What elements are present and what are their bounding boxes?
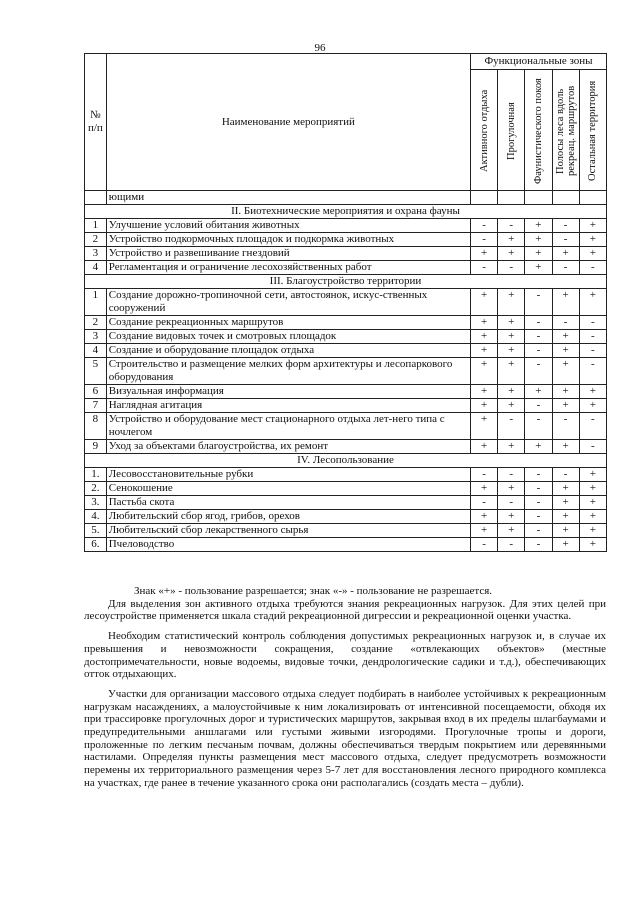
table-row — [85, 330, 607, 344]
zone-mark: + — [525, 247, 552, 261]
zone-mark: + — [552, 538, 579, 552]
measure-name: Сенокошение — [106, 482, 470, 496]
continuation-text: ющими — [106, 191, 470, 205]
paragraph: Для выделения зон активного отдыха требуются знания рекреационных нагрузок. Для этих целей при лесоустройстве применяется шкала стадий рекреационной дигрессии и рекреационной оценки участка. — [84, 597, 606, 623]
zone-mark: + — [579, 289, 606, 316]
row-number: 3. — [85, 496, 107, 510]
zone-mark: - — [498, 496, 525, 510]
zone-mark: - — [525, 289, 552, 316]
measure-name: Устройство подкормочных площадок и подкормка животных — [106, 233, 470, 247]
zone-mark: + — [552, 496, 579, 510]
zone-mark: + — [470, 524, 497, 538]
zone-mark: - — [470, 219, 497, 233]
zone-mark: + — [470, 482, 497, 496]
zone-mark: - — [470, 538, 497, 552]
zone-mark: + — [525, 233, 552, 247]
table-row — [85, 413, 607, 440]
table-row — [85, 524, 607, 538]
zone-mark: - — [525, 358, 552, 385]
zone-mark: + — [470, 510, 497, 524]
measure-name: Пчеловодство — [106, 538, 470, 552]
zone-mark: + — [552, 330, 579, 344]
table-row — [85, 261, 607, 275]
zone-mark: - — [579, 330, 606, 344]
zone-mark: + — [498, 289, 525, 316]
legend-note: Знак «+» - пользование разрешается; знак «-» - пользование не разрешается. — [134, 585, 493, 597]
row-number: 9 — [85, 440, 107, 454]
zone-mark: - — [579, 358, 606, 385]
zone-mark: + — [552, 247, 579, 261]
zone-mark: - — [498, 468, 525, 482]
zone-mark: - — [552, 261, 579, 275]
zone-mark: + — [470, 247, 497, 261]
row-number: 1. — [85, 468, 107, 482]
zone-mark: - — [498, 538, 525, 552]
table-row — [85, 219, 607, 233]
zone-mark: + — [470, 330, 497, 344]
zone-mark: - — [525, 344, 552, 358]
table-row — [85, 482, 607, 496]
table-row — [85, 247, 607, 261]
measure-name: Любительский сбор ягод, грибов, орехов — [106, 510, 470, 524]
zone-mark: + — [525, 440, 552, 454]
measure-name: Визуальная информация — [106, 385, 470, 399]
zone-mark: + — [552, 289, 579, 316]
zone-mark: - — [579, 413, 606, 440]
row-number: 5. — [85, 524, 107, 538]
row-number: 2 — [85, 233, 107, 247]
zone-mark: + — [498, 233, 525, 247]
measure-name: Пастьба скота — [106, 496, 470, 510]
table-row — [85, 440, 607, 454]
zone-mark: + — [579, 399, 606, 413]
zone-mark: - — [552, 413, 579, 440]
zone-mark: - — [525, 510, 552, 524]
row-number: 1 — [85, 219, 107, 233]
measure-name: Создание дорожно-тропиночной сети, автостоянок, искус-ственных сооружений — [106, 289, 470, 316]
zone-mark: - — [525, 468, 552, 482]
measure-name: Регламентация и ограничение лесохозяйственных работ — [106, 261, 470, 275]
zone-mark: - — [552, 219, 579, 233]
header-zone-active: Активного отдыха — [470, 70, 497, 191]
section-header-row — [85, 205, 607, 219]
zone-mark: - — [579, 344, 606, 358]
zone-mark: + — [579, 496, 606, 510]
zone-mark: + — [470, 440, 497, 454]
row-number: 6 — [85, 385, 107, 399]
zone-mark: + — [498, 247, 525, 261]
row-number: 3 — [85, 247, 107, 261]
zone-mark: + — [579, 482, 606, 496]
section-header-row — [85, 454, 607, 468]
zone-mark: - — [552, 468, 579, 482]
row-number: 6. — [85, 538, 107, 552]
zone-mark: - — [552, 233, 579, 247]
measure-name: Лесовосстановительные рубки — [106, 468, 470, 482]
row-number: 7 — [85, 399, 107, 413]
zone-mark: + — [579, 524, 606, 538]
zone-mark: - — [579, 316, 606, 330]
row-number: 4 — [85, 344, 107, 358]
zone-mark: + — [552, 482, 579, 496]
zone-mark: - — [470, 468, 497, 482]
zone-mark: - — [579, 261, 606, 275]
paragraph: Необходим статистический контроль соблюдения допустимых рекреационных нагрузок и, в случае их превышения и невозможности сокращения, создание «отвлекающих объектов» (местные достопримечательности, новые водоемы, видовые точки, дендрологические садики и т.д.), обеспечивающих отток отдыхающих. — [84, 630, 606, 681]
measure-name: Создание и оборудование площадок отдыха — [106, 344, 470, 358]
zone-mark: - — [525, 538, 552, 552]
zone-mark: + — [552, 440, 579, 454]
measure-name: Создание рекреационных маршрутов — [106, 316, 470, 330]
paragraph: Участки для организации массового отдыха следует подбирать в наиболее устойчивых к рекреационным нагрузкам насаждениях, а малоустойчивые к ним локализировать от интенсивной посещаемости, обходя их при трассировке прогулочных дорог и туристических маршрутов, закрывая вход в их пределы шлагбаумами и предупредительными аншлагами или густыми живыми изгородями. Прогулочные тропы и дороги, проложенные по легким песчаным почвам, должны обеспечиваться твердым покрытием или деревянными настилами. Определяя пункты размещения мест массового отдыха, следует предусмотреть возможности перемены их территориального размещения через 5-7 лет для восстановления лесного природного комплекса на участках, где ранее в течение указанного срока они располагались (создать места – дубли). — [84, 687, 606, 789]
row-number: 5 — [85, 358, 107, 385]
table-row — [85, 468, 607, 482]
zone-mark: + — [470, 344, 497, 358]
zone-mark: - — [579, 440, 606, 454]
zone-mark: + — [552, 399, 579, 413]
zone-mark: - — [498, 219, 525, 233]
table-row — [85, 399, 607, 413]
header-zones-group: Функциональные зоны — [470, 54, 606, 70]
table-row — [85, 496, 607, 510]
zone-mark: + — [470, 289, 497, 316]
zone-mark: + — [498, 510, 525, 524]
zone-mark: + — [498, 385, 525, 399]
section-title: IV. Лесопользование — [85, 454, 607, 468]
measure-name: Строительство и размещение мелких форм архитектуры и лесопаркового оборудования — [106, 358, 470, 385]
measure-name: Создание видовых точек и смотровых площадок — [106, 330, 470, 344]
measure-name: Наглядная агитация — [106, 399, 470, 413]
zone-mark: + — [552, 358, 579, 385]
zone-mark: - — [525, 413, 552, 440]
measure-name: Уход за объектами благоустройства, их ремонт — [106, 440, 470, 454]
section-title: III. Благоустройство территории — [85, 275, 607, 289]
measure-name: Любительский сбор лекарственного сырья — [106, 524, 470, 538]
zone-mark: + — [470, 385, 497, 399]
table-row — [85, 344, 607, 358]
zone-mark: + — [552, 510, 579, 524]
header-zone-route-strips: Полосы леса вдоль рекреац. маршрутов — [552, 70, 579, 191]
table-row — [85, 358, 607, 385]
table-row — [85, 385, 607, 399]
zone-mark: + — [525, 385, 552, 399]
zone-mark: - — [525, 524, 552, 538]
zone-mark: + — [470, 316, 497, 330]
zone-mark: + — [579, 538, 606, 552]
section-header-row — [85, 275, 607, 289]
section-title: II. Биотехнические мероприятия и охрана фауны — [85, 205, 607, 219]
table-row — [85, 233, 607, 247]
zone-mark: - — [525, 399, 552, 413]
zone-mark: - — [470, 233, 497, 247]
zone-mark: + — [498, 316, 525, 330]
zone-mark: + — [470, 399, 497, 413]
zone-mark: - — [498, 413, 525, 440]
measure-name: Улучшение условий обитания животных — [106, 219, 470, 233]
row-number: 3 — [85, 330, 107, 344]
zone-mark: - — [470, 261, 497, 275]
zone-mark: - — [525, 482, 552, 496]
measures-table — [84, 53, 607, 552]
table-row — [85, 289, 607, 316]
zone-mark: + — [579, 233, 606, 247]
zone-mark: + — [498, 330, 525, 344]
measure-name: Устройство и оборудование мест стационарного отдыха лет-него типа с ночлегом — [106, 413, 470, 440]
zone-mark: - — [525, 330, 552, 344]
zone-mark: - — [498, 261, 525, 275]
zone-mark: + — [552, 385, 579, 399]
continuation-row — [85, 191, 607, 205]
table-row — [85, 510, 607, 524]
header-number: № п/п — [85, 54, 107, 191]
zone-mark: + — [579, 247, 606, 261]
zone-mark: + — [498, 399, 525, 413]
zone-mark: + — [498, 482, 525, 496]
zone-mark: + — [579, 385, 606, 399]
zone-mark: + — [525, 261, 552, 275]
header-zone-walking: Прогулочная — [498, 70, 525, 191]
zone-mark: + — [498, 358, 525, 385]
zone-mark: + — [498, 524, 525, 538]
header-name: Наименование мероприятий — [106, 54, 470, 191]
zone-mark: + — [552, 524, 579, 538]
zone-mark: - — [552, 316, 579, 330]
row-number: 8 — [85, 413, 107, 440]
row-number: 2. — [85, 482, 107, 496]
row-number: 4 — [85, 261, 107, 275]
zone-mark: - — [470, 496, 497, 510]
zone-mark: + — [470, 413, 497, 440]
zone-mark: + — [579, 219, 606, 233]
page-number: 96 — [314, 42, 326, 54]
measure-name: Устройство и развешивание гнездовий — [106, 247, 470, 261]
header-zone-other: Остальная территория — [579, 70, 606, 191]
zone-mark: + — [552, 344, 579, 358]
zone-mark: + — [498, 440, 525, 454]
table-row — [85, 316, 607, 330]
zone-mark: + — [525, 219, 552, 233]
body-text — [84, 585, 606, 790]
zone-mark: - — [525, 496, 552, 510]
table-row — [85, 538, 607, 552]
zone-mark: + — [579, 468, 606, 482]
zone-mark: + — [579, 510, 606, 524]
zone-mark: - — [525, 316, 552, 330]
zone-mark: + — [470, 358, 497, 385]
header-zone-fauna-rest: Фаунистического покоя — [525, 70, 552, 191]
row-number: 4. — [85, 510, 107, 524]
row-number: 2 — [85, 316, 107, 330]
zone-mark: + — [498, 344, 525, 358]
row-number: 1 — [85, 289, 107, 316]
